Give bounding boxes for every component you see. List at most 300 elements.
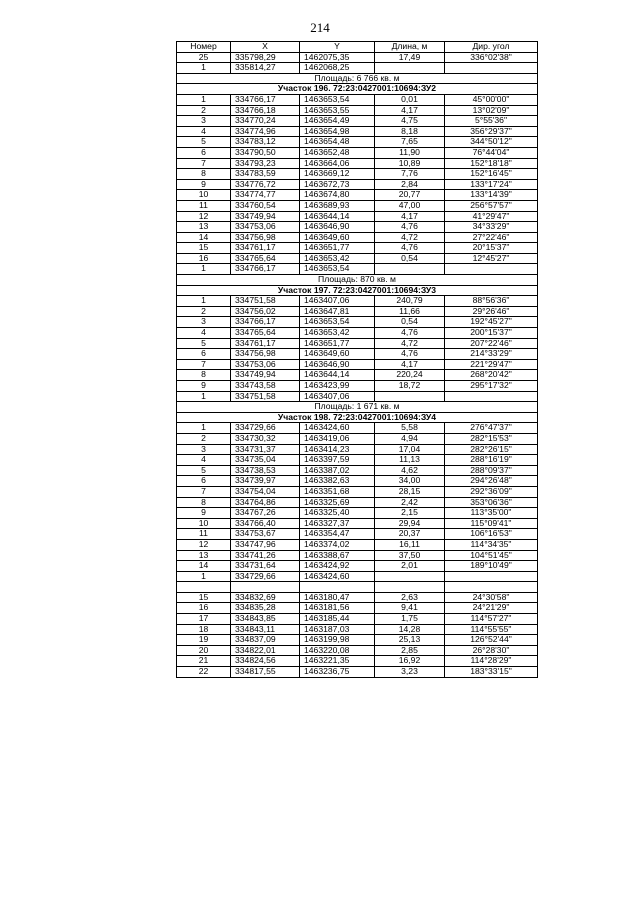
direction-angle: 189°10'49" (445, 561, 538, 572)
direction-angle: 114°34'35" (445, 539, 538, 550)
direction-angle: 20°15'37" (445, 243, 538, 254)
x-coordinate: 334761,17 (231, 243, 300, 254)
y-coordinate: 1463325,40 (300, 508, 375, 519)
table-row (177, 264, 538, 275)
point-number: 2 (177, 105, 231, 116)
length: 9,41 (375, 603, 445, 614)
point-number: 1 (177, 264, 231, 275)
table-row (177, 645, 538, 656)
length: 16,92 (375, 656, 445, 667)
x-coordinate: 334766,40 (231, 518, 300, 529)
column-header-angle: Дир. угол (445, 42, 538, 53)
length: 1,75 (375, 614, 445, 625)
x-coordinate: 334765,64 (231, 253, 300, 264)
point-number: 7 (177, 359, 231, 370)
direction-angle: 214°33'29" (445, 349, 538, 360)
x-coordinate: 334741,26 (231, 550, 300, 561)
table-row (177, 455, 538, 466)
y-coordinate: 1463653,55 (300, 105, 375, 116)
direction-angle: 24°30'58" (445, 592, 538, 603)
direction-angle: 295°17'32" (445, 381, 538, 392)
y-coordinate: 1463419,06 (300, 433, 375, 444)
table-row (177, 147, 538, 158)
y-coordinate: 1463181,56 (300, 603, 375, 614)
x-coordinate: 334751,58 (231, 391, 300, 402)
length: 4,75 (375, 116, 445, 127)
parcel-header-row (177, 412, 538, 423)
point-number: 1 (177, 63, 231, 74)
table-row (177, 381, 538, 392)
area-value: Площадь: 870 кв. м (177, 275, 538, 286)
x-coordinate: 334790,50 (231, 147, 300, 158)
point-number: 6 (177, 147, 231, 158)
table-row (177, 614, 538, 625)
length: 16,11 (375, 539, 445, 550)
direction-angle (445, 264, 538, 275)
length (375, 571, 445, 582)
y-coordinate: 1463382,63 (300, 476, 375, 487)
y-coordinate: 1463644,14 (300, 211, 375, 222)
length: 4,17 (375, 359, 445, 370)
table-row (177, 518, 538, 529)
length: 7,76 (375, 169, 445, 180)
x-coordinate: 334753,06 (231, 359, 300, 370)
y-coordinate: 1463423,99 (300, 381, 375, 392)
point-number: 9 (177, 179, 231, 190)
table-row (177, 211, 538, 222)
table-row (177, 370, 538, 381)
point-number: 18 (177, 624, 231, 635)
length: 11,13 (375, 455, 445, 466)
y-coordinate: 1463654,49 (300, 116, 375, 127)
y-coordinate: 1463651,77 (300, 338, 375, 349)
point-number: 7 (177, 486, 231, 497)
x-coordinate: 334770,24 (231, 116, 300, 127)
y-coordinate: 1463327,37 (300, 518, 375, 529)
y-coordinate: 1463220,08 (300, 645, 375, 656)
point-number: 11 (177, 529, 231, 540)
x-coordinate: 334764,86 (231, 497, 300, 508)
x-coordinate: 334774,96 (231, 126, 300, 137)
y-coordinate: 1463325,69 (300, 497, 375, 508)
table-row (177, 635, 538, 646)
length: 0,01 (375, 94, 445, 105)
table-row (177, 571, 538, 582)
point-number: 4 (177, 455, 231, 466)
table-row (177, 222, 538, 233)
point-number: 15 (177, 592, 231, 603)
y-coordinate: 1463652,48 (300, 147, 375, 158)
y-coordinate: 1463388,67 (300, 550, 375, 561)
table-row (177, 423, 538, 434)
y-coordinate: 1463407,06 (300, 391, 375, 402)
table-row (177, 52, 538, 63)
table-body (177, 52, 538, 677)
y-coordinate: 1463672,73 (300, 179, 375, 190)
table-row (177, 63, 538, 74)
table-row (177, 296, 538, 307)
y-coordinate: 1463187,03 (300, 624, 375, 635)
point-number: 8 (177, 169, 231, 180)
direction-angle: 34°33'29" (445, 222, 538, 233)
y-coordinate: 1463653,54 (300, 317, 375, 328)
point-number: 1 (177, 423, 231, 434)
point-number: 15 (177, 243, 231, 254)
point-number: 1 (177, 391, 231, 402)
point-number: 16 (177, 253, 231, 264)
table-row (177, 433, 538, 444)
point-number: 1 (177, 296, 231, 307)
length: 37,50 (375, 550, 445, 561)
length: 2,15 (375, 508, 445, 519)
x-coordinate: 334793,23 (231, 158, 300, 169)
length: 2,42 (375, 497, 445, 508)
table-row (177, 508, 538, 519)
point-number (177, 582, 231, 593)
x-coordinate: 334766,18 (231, 105, 300, 116)
point-number: 4 (177, 126, 231, 137)
direction-angle: 288°16'19" (445, 455, 538, 466)
y-coordinate: 1463236,75 (300, 667, 375, 678)
x-coordinate (231, 582, 300, 593)
x-coordinate: 334729,66 (231, 571, 300, 582)
parcel-title: Участок 196. 72:23:0427001:10694:ЗУ2 (177, 84, 538, 95)
length: 4,17 (375, 105, 445, 116)
table-row (177, 243, 538, 254)
direction-angle: 29°26'46" (445, 306, 538, 317)
point-number: 12 (177, 211, 231, 222)
direction-angle: 114°28'29" (445, 656, 538, 667)
direction-angle: 113°35'00" (445, 508, 538, 519)
length: 4,76 (375, 222, 445, 233)
table-row (177, 486, 538, 497)
point-number: 5 (177, 338, 231, 349)
y-coordinate: 1463654,48 (300, 137, 375, 148)
x-coordinate: 334756,98 (231, 349, 300, 360)
length: 4,76 (375, 243, 445, 254)
x-coordinate: 334832,69 (231, 592, 300, 603)
table-row (177, 359, 538, 370)
table-row (177, 624, 538, 635)
point-number: 14 (177, 561, 231, 572)
area-row (177, 73, 538, 84)
table-row (177, 391, 538, 402)
table-row (177, 592, 538, 603)
point-number: 7 (177, 158, 231, 169)
y-coordinate: 1463424,60 (300, 423, 375, 434)
x-coordinate: 334822,01 (231, 645, 300, 656)
table-row (177, 561, 538, 572)
length: 28,15 (375, 486, 445, 497)
length: 4,76 (375, 349, 445, 360)
parcel-title: Участок 197. 72:23:0427001:10694:ЗУ3 (177, 285, 538, 296)
table-row (177, 444, 538, 455)
page-number: 214 (310, 20, 330, 35)
point-number: 25 (177, 52, 231, 63)
direction-angle: 356°29'37" (445, 126, 538, 137)
y-coordinate: 1463654,98 (300, 126, 375, 137)
table-row (177, 169, 538, 180)
area-row (177, 275, 538, 286)
direction-angle: 114°55'55" (445, 624, 538, 635)
table-row (177, 603, 538, 614)
y-coordinate: 1462075,35 (300, 52, 375, 63)
table-row (177, 328, 538, 339)
x-coordinate: 335798,29 (231, 52, 300, 63)
y-coordinate: 1463424,92 (300, 561, 375, 572)
coordinates-table (176, 41, 538, 678)
y-coordinate: 1463653,54 (300, 264, 375, 275)
direction-angle (445, 582, 538, 593)
point-number: 10 (177, 518, 231, 529)
length: 7,65 (375, 137, 445, 148)
y-coordinate: 1463407,06 (300, 296, 375, 307)
point-number: 20 (177, 645, 231, 656)
point-number: 4 (177, 328, 231, 339)
length: 8,18 (375, 126, 445, 137)
direction-angle: 282°15'53" (445, 433, 538, 444)
length: 4,72 (375, 232, 445, 243)
parcel-header-row (177, 84, 538, 95)
table-row (177, 476, 538, 487)
direction-angle: 41°29'47" (445, 211, 538, 222)
point-number: 1 (177, 571, 231, 582)
x-coordinate: 334766,17 (231, 94, 300, 105)
y-coordinate: 1463651,77 (300, 243, 375, 254)
table-row (177, 105, 538, 116)
length: 4,17 (375, 211, 445, 222)
table-row (177, 253, 538, 264)
y-coordinate (300, 582, 375, 593)
point-number: 3 (177, 116, 231, 127)
table-row (177, 306, 538, 317)
length: 18,72 (375, 381, 445, 392)
direction-angle: 133°17'24" (445, 179, 538, 190)
table-row (177, 465, 538, 476)
x-coordinate: 334731,37 (231, 444, 300, 455)
direction-angle: 126°52'44" (445, 635, 538, 646)
y-coordinate: 1463649,60 (300, 349, 375, 360)
point-number: 5 (177, 465, 231, 476)
x-coordinate: 334739,97 (231, 476, 300, 487)
y-coordinate: 1463669,12 (300, 169, 375, 180)
x-coordinate: 334754,04 (231, 486, 300, 497)
y-coordinate: 1463653,54 (300, 94, 375, 105)
length: 4,76 (375, 328, 445, 339)
table-row (177, 582, 538, 593)
direction-angle: 207°22'46" (445, 338, 538, 349)
length: 20,37 (375, 529, 445, 540)
area-row (177, 402, 538, 413)
x-coordinate: 334743,58 (231, 381, 300, 392)
y-coordinate: 1463653,42 (300, 253, 375, 264)
point-number: 17 (177, 614, 231, 625)
area-value: Площадь: 6 766 кв. м (177, 73, 538, 84)
direction-angle (445, 391, 538, 402)
length: 4,72 (375, 338, 445, 349)
length (375, 582, 445, 593)
length: 29,94 (375, 518, 445, 529)
column-header-number: Номер (177, 42, 231, 53)
table-row (177, 158, 538, 169)
point-number: 16 (177, 603, 231, 614)
direction-angle: 115°09'41" (445, 518, 538, 529)
x-coordinate: 334774,77 (231, 190, 300, 201)
length: 11,66 (375, 306, 445, 317)
table-row (177, 529, 538, 540)
direction-angle (445, 63, 538, 74)
y-coordinate: 1463664,06 (300, 158, 375, 169)
x-coordinate: 334756,02 (231, 306, 300, 317)
x-coordinate: 334735,04 (231, 455, 300, 466)
x-coordinate: 334731,64 (231, 561, 300, 572)
table-row (177, 497, 538, 508)
x-coordinate: 334760,54 (231, 200, 300, 211)
y-coordinate: 1462068,25 (300, 63, 375, 74)
length: 2,84 (375, 179, 445, 190)
y-coordinate: 1463644,14 (300, 370, 375, 381)
direction-angle: 183°33'15" (445, 667, 538, 678)
point-number: 12 (177, 539, 231, 550)
length: 4,94 (375, 433, 445, 444)
parcel-header-row (177, 285, 538, 296)
length: 3,23 (375, 667, 445, 678)
y-coordinate: 1463649,60 (300, 232, 375, 243)
direction-angle: 27°22'46" (445, 232, 538, 243)
direction-angle: 76°44'04" (445, 147, 538, 158)
length: 2,01 (375, 561, 445, 572)
length: 25,13 (375, 635, 445, 646)
table-row (177, 550, 538, 561)
y-coordinate: 1463185,44 (300, 614, 375, 625)
length: 10,89 (375, 158, 445, 169)
table-row (177, 179, 538, 190)
length: 220,24 (375, 370, 445, 381)
point-number: 9 (177, 508, 231, 519)
y-coordinate: 1463397,59 (300, 455, 375, 466)
direction-angle: 192°45'27" (445, 317, 538, 328)
table-row (177, 116, 538, 127)
direction-angle: 353°06'36" (445, 497, 538, 508)
table-row (177, 94, 538, 105)
point-number: 6 (177, 349, 231, 360)
point-number: 5 (177, 137, 231, 148)
point-number: 8 (177, 370, 231, 381)
y-coordinate: 1463414,23 (300, 444, 375, 455)
y-coordinate: 1463646,90 (300, 359, 375, 370)
point-number: 22 (177, 667, 231, 678)
area-value: Площадь: 1 671 кв. м (177, 402, 538, 413)
point-number: 1 (177, 94, 231, 105)
length: 0,54 (375, 253, 445, 264)
direction-angle: 13°02'09" (445, 105, 538, 116)
length: 11,90 (375, 147, 445, 158)
length: 2,85 (375, 645, 445, 656)
x-coordinate: 334765,64 (231, 328, 300, 339)
table-row (177, 126, 538, 137)
direction-angle (445, 571, 538, 582)
x-coordinate: 334766,17 (231, 264, 300, 275)
parcel-title: Участок 198. 72:23:0427001:10694:ЗУ4 (177, 412, 538, 423)
length (375, 264, 445, 275)
y-coordinate: 1463199,98 (300, 635, 375, 646)
point-number: 8 (177, 497, 231, 508)
direction-angle: 152°16'45" (445, 169, 538, 180)
direction-angle: 294°26'48" (445, 476, 538, 487)
direction-angle: 24°21'29" (445, 603, 538, 614)
direction-angle: 5°55'36" (445, 116, 538, 127)
y-coordinate: 1463374,02 (300, 539, 375, 550)
point-number: 6 (177, 476, 231, 487)
direction-angle: 152°18'18" (445, 158, 538, 169)
direction-angle: 45°00'00" (445, 94, 538, 105)
x-coordinate: 334837,09 (231, 635, 300, 646)
y-coordinate: 1463689,93 (300, 200, 375, 211)
x-coordinate: 334783,59 (231, 169, 300, 180)
point-number: 19 (177, 635, 231, 646)
y-coordinate: 1463351,68 (300, 486, 375, 497)
y-coordinate: 1463647,81 (300, 306, 375, 317)
x-coordinate: 334817,55 (231, 667, 300, 678)
point-number: 10 (177, 190, 231, 201)
point-number: 9 (177, 381, 231, 392)
table-row (177, 338, 538, 349)
x-coordinate: 334761,17 (231, 338, 300, 349)
x-coordinate: 334756,98 (231, 232, 300, 243)
x-coordinate: 334766,17 (231, 317, 300, 328)
direction-angle: 276°47'37" (445, 423, 538, 434)
length: 5,58 (375, 423, 445, 434)
direction-angle: 114°57'27" (445, 614, 538, 625)
y-coordinate: 1463674,80 (300, 190, 375, 201)
table-row (177, 656, 538, 667)
table-row (177, 200, 538, 211)
point-number: 13 (177, 550, 231, 561)
length: 2,63 (375, 592, 445, 603)
length: 240,79 (375, 296, 445, 307)
x-coordinate: 334730,32 (231, 433, 300, 444)
table-row (177, 667, 538, 678)
point-number: 3 (177, 317, 231, 328)
y-coordinate: 1463387,02 (300, 465, 375, 476)
y-coordinate: 1463653,42 (300, 328, 375, 339)
table-row (177, 539, 538, 550)
point-number: 13 (177, 222, 231, 233)
direction-angle: 200°15'37" (445, 328, 538, 339)
x-coordinate: 334729,66 (231, 423, 300, 434)
point-number: 21 (177, 656, 231, 667)
direction-angle: 336°02'38" (445, 52, 538, 63)
length: 4,62 (375, 465, 445, 476)
length: 0,54 (375, 317, 445, 328)
table-row (177, 317, 538, 328)
point-number: 2 (177, 433, 231, 444)
y-coordinate: 1463424,60 (300, 571, 375, 582)
point-number: 14 (177, 232, 231, 243)
x-coordinate: 334749,94 (231, 211, 300, 222)
y-coordinate: 1463221,35 (300, 656, 375, 667)
column-header-x: X (231, 42, 300, 53)
direction-angle: 133°14'39" (445, 190, 538, 201)
length (375, 391, 445, 402)
length: 17,49 (375, 52, 445, 63)
table-row (177, 232, 538, 243)
x-coordinate: 334738,53 (231, 465, 300, 476)
direction-angle: 104°51'45" (445, 550, 538, 561)
x-coordinate: 334843,11 (231, 624, 300, 635)
direction-angle: 26°28'30" (445, 645, 538, 656)
x-coordinate: 334753,06 (231, 222, 300, 233)
